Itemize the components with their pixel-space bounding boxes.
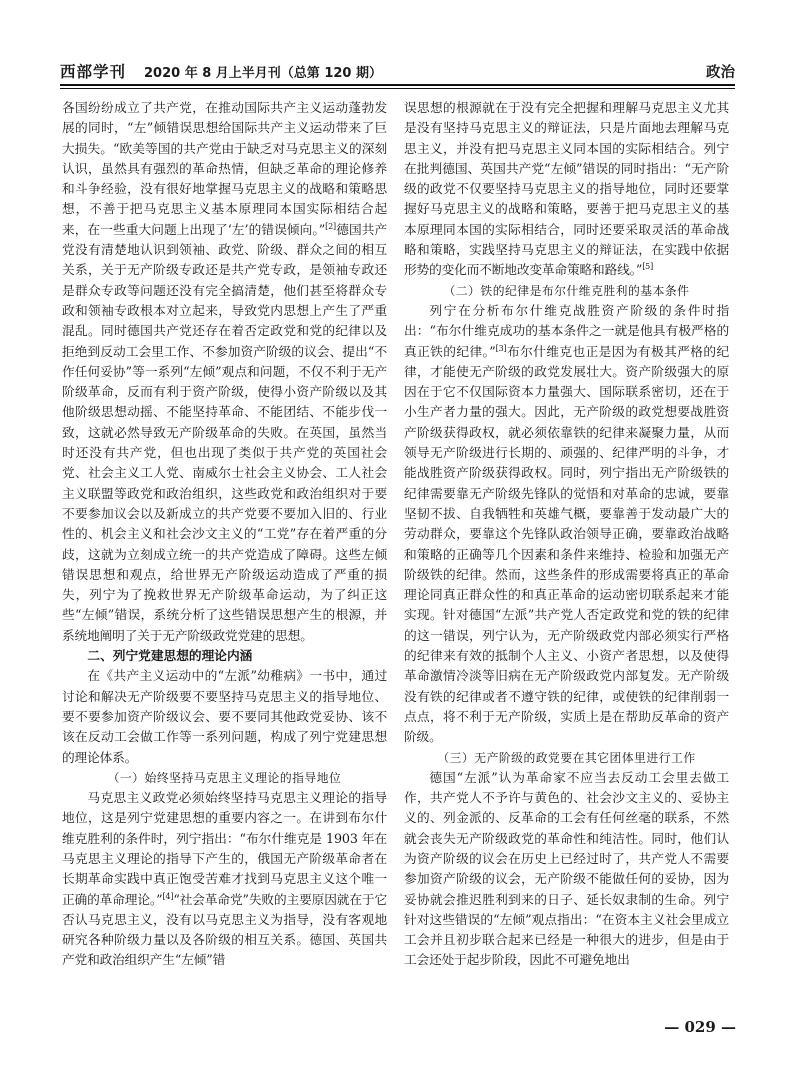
paragraph: 误思想的根源就在于没有完全把握和理解马克思主义尤其是没有坚持马克思主义的辩证法，只是片面地去理解马克思主义，并没有把马克思主义同本国的实际相结合。列宁在批判德国、英国共产党“左倾”错误的同时指出：“无产阶级的政党不仅要坚持马克思主义的指导地位，同时还要掌握好马克思主义的战略和策略，要善于把马克思主义的基本原理同本国的实际相结合，同时还要采取灵活的革命战略和策略，实践坚持马克思主义的辩证法，在实践中依据形势的变化而不断地改变革命策略和路线。”[5] [404, 100, 729, 278]
subsection-heading: （二）铁的纪律是布尔什维克胜利的基本条件 [443, 283, 690, 298]
paragraph: 列宁在分析布尔什维克战胜资产阶级的条件时指出：“布尔什维克成功的基本条件之一就是他具有极严格的真正铁的纪律。”[3]布尔什维克也正是因为有极其严格的纪律，才能使无产阶级的政党发展壮大。资产阶级强大的原因在于它不仅国际资本力量强大、国际联系密切，还在于小生产者力量的强大。因此，无产阶级的政党想要战胜资产阶级获得政权，就必须依靠铁的纪律来凝聚力量，从而领导无产阶级进行长期的、顽强的、纪律严明的斗争，才能战胜资产阶级获得政权。同时，列宁指出无产阶级铁的纪律需要靠无产阶级先锋队的觉悟和对革命的忠诚，要靠坚韧不拔、自我牺牲和英雄气概，要靠善于发动最广大的劳动群众，要靠这个先锋队政治领导正确，要靠政治战略和策略的正确等几个因素和条件来维持、检验和加强无产阶级铁的纪律。然而，这些条件的形成需要将真正的革命理论同真正群众性的和真正革命的运动密切联系起来才能实现。针对德国“左派”共产党人否定政党和党的铁的纪律的这一错误，列宁认为，无产阶级政党内部必须实行严格的纪律来有效的抵制个人主义、小资产者思想，以及使得革命激情冷淡等旧病在无产阶级政党内部复发。无产阶级没有铁的纪律或者不遵守铁的纪律，或使铁的纪律削弱一点点，将不利于无产阶级，实质上是在帮助反革命的资产阶级。 [404, 302, 729, 745]
citation-ref: [3] [495, 343, 507, 353]
paragraph: 在《共产主义运动中的“左派”幼稚病》一书中，通过讨论和解决无产阶级要不要坚持马克思主义的指导地位、要不要参加资产阶级议会、要不要同其他政党妥协、该不该在反动工会做工作等一系列问题，构成了列宁党建思想的理论体系。 [62, 668, 387, 765]
running-header [60, 58, 735, 82]
citation-ref: [2] [325, 221, 336, 231]
section-label: 政治 [706, 65, 735, 81]
paragraph: 德国“左派”认为革命家不应当去反动工会里去做工作，共产党人不予许与黄色的、社会沙文主义的、妥协主义的、列金派的、反革命的工会有任何丝毫的联系，不然就会丧失无产阶级政党的革命性和纯洁性。同时，他们认为资产阶级的议会在历史上已经过时了，共产党人不需要参加资产阶级的议会，无产阶级不能做任何的妥协，因为妥协就会推迟胜利到来的日子、延长奴隶制的生命。列宁针对这些错误的“左倾”观点指出：“在资本主义社会里成立工会并且初步联合起来已经是一种很大的进步，但是由于工会还处于起步阶段，因此不可避免地出 [404, 769, 729, 968]
subsection-heading: （一）始终坚持马克思主义理论的指导地位 [107, 770, 342, 785]
page-number: — 029 — [664, 1018, 736, 1036]
right-column [404, 98, 729, 971]
left-column [62, 98, 387, 971]
header-rule-thin [60, 88, 735, 89]
subsection-heading: （三）无产阶级的政党要在其它团体里进行工作 [437, 750, 696, 765]
paragraph: 马克思主义政党必须始终坚持马克思主义理论的指导地位，这是列宁党建思想的重要内容之一。在讲到布尔什维克胜利的条件时，列宁指出：“布尔什维克是 1903 年在马克思主义理论的指导下产生的，俄国无产阶级革命者在长期革命实践中真正饱受苦难才找到马克思主义这个唯一正确的革命理论。”[4]“社会革命党”失败的主要原因就在于它否认马克思主义，没有以马克思主义为指导，没有客观地研究各种阶级力量以及各阶级的相互关系。德国、英国共产党和政治组织产生“左倾”错 [62, 790, 387, 968]
citation-ref: [5] [642, 262, 654, 272]
citation-ref: [4] [162, 891, 174, 901]
journal-logo: 西部学刊 [60, 62, 127, 81]
paragraph: 各国纷纷成立了共产党，在推动国际共产主义运动蓬勃发展的同时，“左”倾错误思想给国际共产主义运动带来了巨大损失。“欧美等国的共产党由于缺乏对马克思主义的深刻认识，虽然具有强烈的革命热情，但缺乏革命的理论修养和斗争经验，没有很好地掌握马克思主义的战略和策略思想，不善于把马克思主义基本原理同本国实际相结合起来，在一些重大问题上出现了‘左’的错误倾向。”[2]德国共产党没有清楚地认识到领袖、政党、阶级、群众之间的相互关系，关于无产阶级专政还是共产党专政，是领袖专政还是群众专政等问题还没有完全搞清楚，他们甚至将群众专政和领袖专政根本对立起来，导致党内思想上产生了严重混乱。同时德国共产党还存在着否定政党和党的纪律以及拒绝到反动工会里工作、不参加资产阶级的议会、提出“不作任何妥协”等一系列“左倾”观点和问题，不仅不利于无产阶级革命，反而有利于资产阶级，使得小资产阶级以及其他阶级思想动摇、不能坚持革命、不能团结、不能步伐一致，这就必然导致无产阶级革命的失败。在英国，虽然当时还没有共产党，但也出现了类似于共产党的英国社会党、社会主义工人党、南威尔士社会主义协会、工人社会主义联盟等政党和政治组织，这些政党和政治组织对于要不要参加议会以及新成立的共产党要不要加入旧的、行业性的、机会主义和社会沙文主义的“工党”存在着严重的分歧，这就为立刻成立统一的共产党造成了障碍。这些左倾错误思想和观点，给世界无产阶级运动造成了严重的损失，列宁为了挽救世界无产阶级革命运动，为了纠正这些“左倾”错误，系统分析了这些错误思想产生的根源，并系统地阐明了关于无产阶级政党党建的思想。 [62, 100, 387, 643]
header-rule [60, 84, 735, 86]
section-heading: 二、列宁党建思想的理论内涵 [87, 648, 253, 664]
issue-info: 2020 年 8 月上半月刊（总第 120 期） [144, 66, 382, 81]
